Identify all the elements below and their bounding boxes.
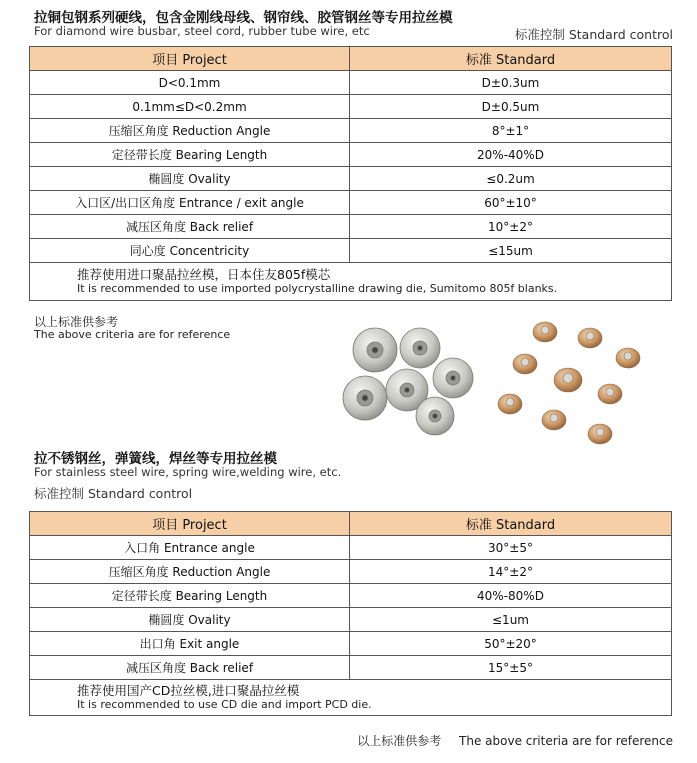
row-standard: 8°±1° (350, 119, 672, 143)
section2-reference-en: The above criteria are for reference (459, 734, 673, 748)
silver-dies-photo (335, 318, 485, 438)
table-row (30, 608, 672, 632)
row-standard: 40%-80%D (350, 584, 672, 608)
row-project: 椭圆度 Ovality (30, 167, 350, 191)
row-project: 入口角 Entrance angle (30, 536, 350, 560)
table-row (30, 71, 672, 95)
row-project: D<0.1mm (30, 71, 350, 95)
table-row (30, 584, 672, 608)
table-note-row (30, 680, 672, 716)
row-project: 0.1mm≤D<0.2mm (30, 95, 350, 119)
row-standard: D±0.5um (350, 95, 672, 119)
row-project: 同心度 Concentricity (30, 239, 350, 263)
row-standard: 20%-40%D (350, 143, 672, 167)
section1-reference-en: The above criteria are for reference (34, 328, 231, 341)
row-standard: ≤15um (350, 239, 672, 263)
row-project: 减压区角度 Back relief (30, 215, 350, 239)
row-standard: ≤1um (350, 608, 672, 632)
note-en: It is recommended to use imported polycrystalline drawing die, Sumitomo 805f blanks. (77, 281, 558, 295)
row-standard: 50°±20° (350, 632, 672, 656)
row-standard: ≤0.2um (350, 167, 672, 191)
table-row (30, 119, 672, 143)
row-project: 椭圆度 Ovality (30, 608, 350, 632)
row-standard: D±0.3um (350, 71, 672, 95)
header-project: 项目 Project (30, 512, 350, 536)
row-project: 压缩区角度 Reduction Angle (30, 560, 350, 584)
header-project: 项目 Project (30, 47, 350, 71)
row-project: 入口区/出口区角度 Entrance / exit angle (30, 191, 350, 215)
row-standard: 14°±2° (350, 560, 672, 584)
section1-title: 拉铜包钢系列硬线，包含金刚线母线、钢帘线、胶管钢丝等专用拉丝模 (34, 10, 453, 26)
table-header-row (30, 47, 672, 71)
section1-spec-table (29, 46, 672, 301)
table-row (30, 536, 672, 560)
table-row (30, 95, 672, 119)
section2-title: 拉不锈钢丝，弹簧线，焊丝等专用拉丝模 (34, 451, 277, 467)
row-standard: 15°±5° (350, 656, 672, 680)
row-project: 定径带长度 Bearing Length (30, 584, 350, 608)
table-row (30, 632, 672, 656)
row-standard: 30°±5° (350, 536, 672, 560)
row-standard: 60°±10° (350, 191, 672, 215)
header-standard: 标准 Standard (350, 47, 672, 71)
table-row (30, 191, 672, 215)
table-note (30, 263, 672, 301)
section2-reference-cn: 以上标准供参考 (357, 734, 442, 748)
row-project: 减压区角度 Back relief (30, 656, 350, 680)
section2-reference (357, 732, 673, 749)
section2-subtitle: For stainless steel wire, spring wire,welding wire, etc. (34, 465, 342, 479)
table-row (30, 143, 672, 167)
table-row (30, 215, 672, 239)
section2-spec-table (29, 511, 672, 716)
section2-standard-control: 标准控制 Standard control (34, 486, 193, 501)
table-row (30, 167, 672, 191)
header-standard: 标准 Standard (350, 512, 672, 536)
table-row (30, 656, 672, 680)
section1-reference-cn: 以上标准供参考 (34, 315, 119, 329)
row-project: 压缩区角度 Reduction Angle (30, 119, 350, 143)
section1-standard-control: 标准控制 Standard control (514, 27, 673, 42)
table-note-row (30, 263, 672, 301)
table-row (30, 560, 672, 584)
table-header-row (30, 512, 672, 536)
table-row (30, 239, 672, 263)
note-cn: 推荐使用国产CD拉丝模,进口聚晶拉丝模 (77, 682, 300, 698)
section1-subtitle: For diamond wire busbar, steel cord, rubber tube wire, etc (34, 24, 370, 38)
brass-dies-photo (490, 318, 650, 450)
row-standard: 10°±2° (350, 215, 672, 239)
row-project: 定径带长度 Bearing Length (30, 143, 350, 167)
note-cn: 推荐使用进口聚晶拉丝模，日本住友805f模芯 (77, 266, 331, 282)
table-note (30, 680, 672, 716)
row-project: 出口角 Exit angle (30, 632, 350, 656)
note-en: It is recommended to use CD die and import PCD die. (77, 697, 372, 711)
